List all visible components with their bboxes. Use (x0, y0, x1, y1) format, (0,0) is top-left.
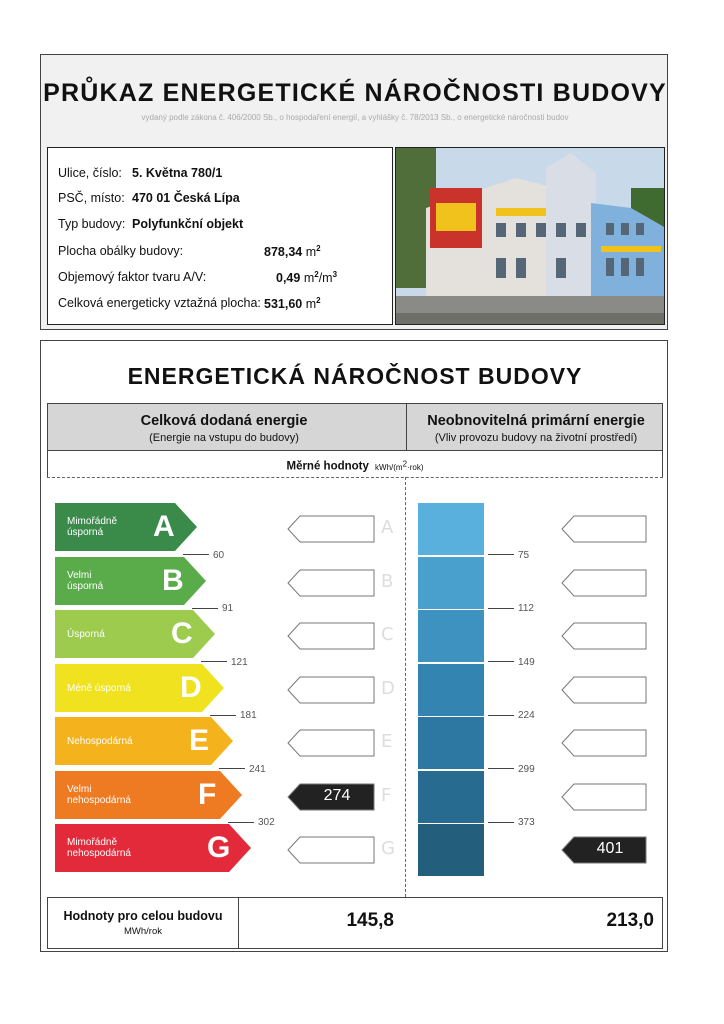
empty-class-slot (287, 569, 375, 597)
street-row (58, 166, 223, 180)
delivered-energy-threshold: 121 (201, 657, 248, 668)
empty-class-slot (561, 783, 647, 811)
class-letter-ghost: F (381, 784, 392, 806)
primary-energy-bar-d (418, 664, 484, 716)
empty-class-slot (561, 729, 647, 757)
page-subtitle: vydaný podle zákona č. 406/2000 Sb., o hospodaření energií, a vyhlášky č. 78/2013 Sb., o energetické náročnosti budov (141, 113, 569, 122)
delivered-energy-threshold: 60 (183, 550, 224, 561)
class-band-letter: C (171, 617, 193, 650)
empty-class-slot (561, 622, 647, 650)
left-column-subtitle: (Energie na vstupu do budovy) (149, 432, 299, 444)
primary-energy-threshold: 112 (488, 603, 534, 614)
specific-values-unit: kWh/$(m^2\cdot rok)$ (375, 459, 424, 472)
totals-row (47, 897, 663, 949)
class-band-letter: F (198, 777, 217, 811)
delivered-energy-threshold: 181 (210, 710, 257, 721)
shape-factor-row (58, 270, 338, 286)
empty-class-slot (287, 729, 375, 757)
empty-class-slot (561, 569, 647, 597)
class-band-label: Velmi nehospodárná (67, 783, 131, 806)
primary-energy-value: 401 (596, 840, 624, 857)
class-band-label: Úsporná (67, 629, 105, 640)
primary-energy-bar-g (418, 824, 484, 876)
type-value: Polyfunkční objekt (132, 217, 244, 231)
delivered-energy-threshold: 241 (219, 764, 266, 775)
shape-factor-value: 0,49 $m^2/m^3$ (276, 270, 338, 286)
empty-class-slot (287, 622, 375, 650)
class-band-letter: B (162, 563, 184, 597)
section-title: ENERGETICKÁ NÁROČNOST BUDOVY (127, 363, 583, 389)
empty-class-slot (287, 836, 375, 864)
primary-energy-threshold: 149 (488, 657, 535, 668)
building-info-box (47, 147, 393, 325)
total-primary-energy: 213,0 (606, 910, 654, 931)
left-column-title: Celková dodaná energie (140, 413, 308, 429)
street-label: Ulice, číslo: (58, 166, 122, 180)
empty-class-slot (561, 515, 647, 543)
area-value: 531,60 $m^2$ (264, 296, 321, 312)
type-label: Typ budovy: (58, 217, 126, 231)
city-value: 470 01 Česká Lípa (132, 191, 240, 205)
delivered-energy-threshold: 302 (228, 817, 275, 828)
area-label: Celková energeticky vztažná plocha: (58, 296, 261, 310)
city-label: PSČ, místo: (58, 191, 125, 205)
total-delivered-energy: 145,8 (346, 910, 394, 931)
page-title: PRŮKAZ ENERGETICKÉ NÁROČNOSTI BUDOVY (43, 79, 667, 107)
building-photo (395, 147, 665, 325)
class-letter-ghost: A (381, 517, 394, 538)
class-letter-ghost: B (381, 570, 394, 592)
envelope-label: Plocha obálky budovy: (58, 244, 184, 258)
totals-unit: MWh/rok (124, 926, 162, 937)
totals-label: Hodnoty pro celou budovu (63, 909, 223, 923)
empty-class-slot (561, 676, 647, 704)
envelope-value: 878,34 $m^2$ (264, 244, 321, 260)
primary-energy-threshold: 75 (488, 550, 529, 561)
building-photo-image (396, 148, 665, 325)
right-column-subtitle: (Vliv provozu budovy na životní prostředí) (434, 432, 638, 444)
specific-values-label: Měrné hodnoty (286, 460, 369, 473)
empty-class-slot (287, 676, 375, 704)
class-band-label: Mimořádně úsporná (67, 516, 118, 538)
primary-energy-threshold: 224 (488, 710, 535, 721)
shape-factor-label: Objemový faktor tvaru A/V: (58, 270, 207, 284)
class-letter-ghost: E (381, 731, 393, 752)
class-letter-ghost: C (381, 624, 394, 645)
primary-energy-bar-b (418, 557, 484, 609)
primary-energy-bar-a (418, 503, 484, 555)
street-value: 5. Května 780/1 (132, 166, 223, 180)
delivered-energy-threshold: 91 (192, 603, 233, 614)
primary-energy-bar-f (418, 771, 484, 823)
class-letter-ghost: G (381, 838, 395, 859)
primary-energy-bar-e (418, 717, 484, 769)
primary-energy-threshold: 299 (488, 764, 535, 775)
envelope-row (58, 244, 321, 260)
certificate-header-panel (40, 54, 668, 330)
type-row (58, 217, 244, 231)
class-letter-ghost: D (381, 677, 395, 699)
right-column-title: Neobnovitelná primární energie (427, 413, 645, 429)
area-row (58, 296, 321, 312)
class-band-letter: D (180, 670, 202, 704)
class-band-letter: G (207, 831, 231, 864)
class-band-label: Mimořádně nehospodárná (67, 837, 131, 859)
class-band-letter: E (189, 724, 210, 757)
primary-energy-threshold: 373 (488, 817, 535, 828)
delivered-energy-value: 274 (323, 786, 351, 804)
class-band-letter: A (153, 510, 175, 543)
class-band-label: Nehospodárná (67, 736, 133, 747)
class-band-label: Velmi úsporná (67, 569, 104, 592)
totals-label-cell (48, 898, 239, 948)
energy-scale (41, 341, 669, 897)
empty-class-slot (287, 515, 375, 543)
city-row (58, 191, 240, 205)
energy-rating-panel (40, 340, 668, 952)
class-band-label: Méně úsporná (67, 682, 131, 694)
primary-energy-bar-c (418, 610, 484, 662)
